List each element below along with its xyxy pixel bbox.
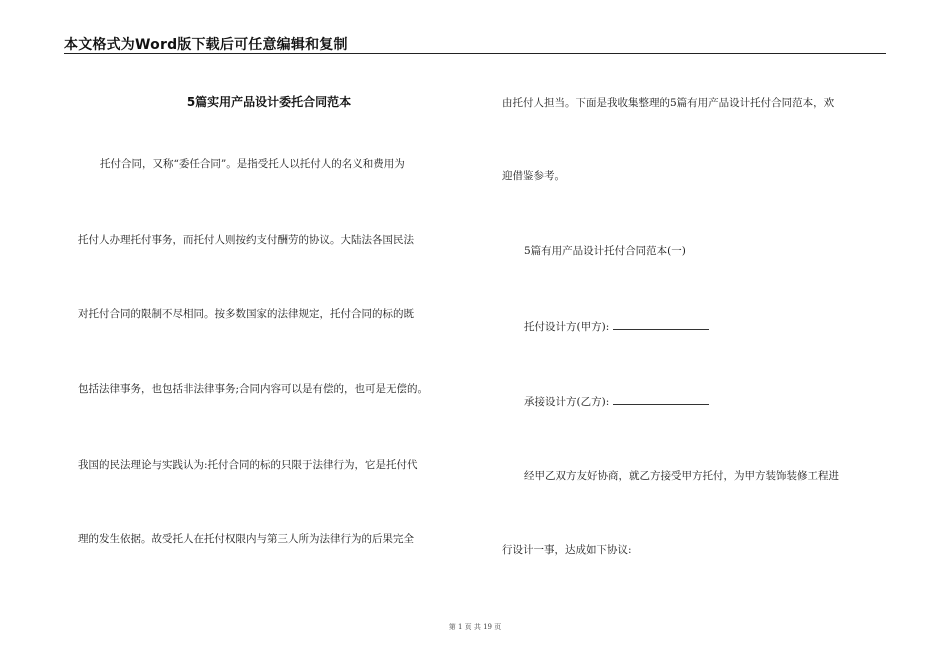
party-b-label: 承接设计方(乙方): (524, 396, 610, 408)
paragraph-line: 理的发生依据。故受托人在托付权限内与第三人所为法律行为的后果完全 (78, 533, 414, 545)
paragraph-line: 托付合同，又称“委任合同”。是指受托人以托付人的名义和费用为 (100, 158, 405, 170)
banner-divider (64, 53, 886, 54)
paragraph-line: 托付人办理托付事务，而托付人则按约支付酬劳的协议。大陆法各国民法 (78, 234, 414, 246)
party-a-blank (613, 318, 709, 330)
party-b-blank (613, 393, 709, 405)
paragraph-line: 对托付合同的限制不尽相同。按多数国家的法律规定，托付合同的标的既 (78, 308, 414, 320)
paragraph-line: 经甲乙双方友好协商，就乙方接受甲方托付，为甲方装饰装修工程进 (524, 470, 839, 482)
party-a-label: 托付设计方(甲方): (524, 321, 610, 333)
paragraph-line: 迎借鉴参考。 (502, 170, 565, 182)
paragraph-line: 包括法律事务，也包括非法律事务;合同内容可以是有偿的，也可是无偿的。 (78, 383, 429, 395)
download-banner: 本文格式为Word版下载后可任意编辑和复制 (64, 37, 348, 53)
page-number: 第 1 页 共 19 页 (448, 623, 502, 631)
paragraph-line: 由托付人担当。下面是我收集整理的5篇有用产品设计托付合同范本，欢 (502, 97, 835, 109)
party-a-line (524, 318, 709, 334)
paragraph-line: 我国的民法理论与实践认为:托付合同的标的只限于法律行为，它是托付代 (78, 459, 418, 471)
party-b-line (524, 393, 709, 409)
document-title: 5篇实用产品设计委托合同范本 (186, 95, 352, 109)
paragraph-line: 行设计一事，达成如下协议: (502, 544, 632, 556)
section-heading: 5篇有用产品设计托付合同范本(一) (524, 245, 686, 257)
